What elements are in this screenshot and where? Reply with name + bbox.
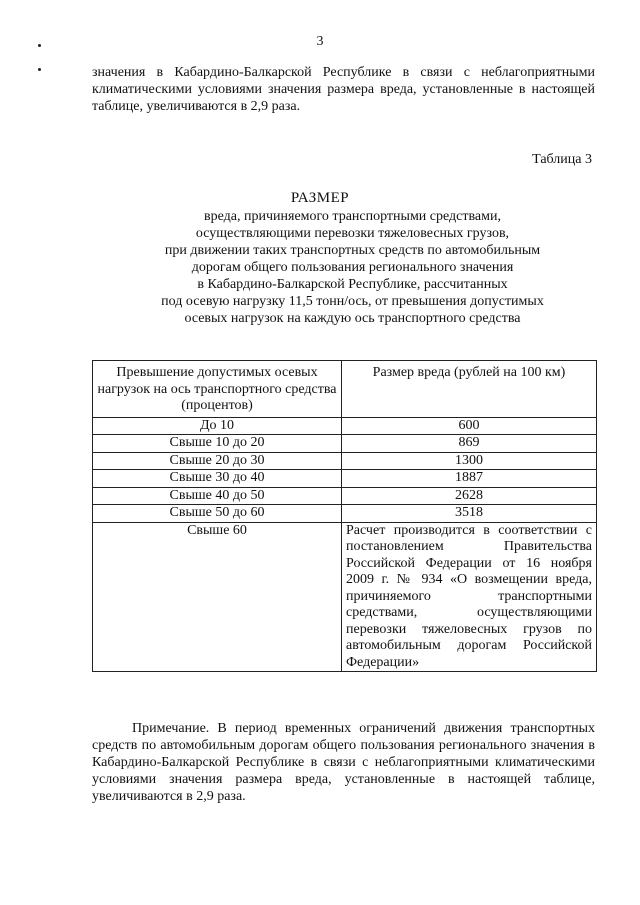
subtitle-line: осевых нагрузок на каждую ось транспортного средства: [184, 311, 521, 326]
table-label: Таблица 3: [532, 152, 592, 167]
table-title: РАЗМЕР: [290, 190, 350, 206]
page-number: 3: [316, 34, 324, 49]
cell-calculation-note: Расчет производится в соответствии с постановлением Правительства Российской Федерации от 16 ноября 2009 г. № 934 «О возмещении вреда, причиняемого транспортными средствами, осуществляющими перевозки тяжеловесных грузов по автомобильным дорогам Российской Федерации»: [342, 522, 597, 672]
subtitle-line: при движении таких транспортных средств по автомобильным: [164, 243, 541, 258]
cell-range: Свыше 30 до 40: [93, 470, 342, 488]
header-damage-amount: Размер вреда (рублей на 100 км): [342, 361, 597, 418]
subtitle-line: дорогам общего пользования регионального значения: [191, 260, 514, 275]
subtitle-line: осуществляющими перевозки тяжеловесных грузов,: [195, 226, 510, 241]
cell-value: 2628: [342, 487, 597, 505]
cell-range: До 10: [93, 417, 342, 435]
table-row: [93, 435, 597, 453]
table-header-row: [93, 361, 597, 418]
cell-range: Свыше 60: [93, 522, 342, 672]
damage-rate-table: [92, 360, 597, 672]
cell-value: 3518: [342, 505, 597, 523]
cell-range: Свыше 20 до 30: [93, 452, 342, 470]
cell-range: Свыше 50 до 60: [93, 505, 342, 523]
cell-range: Свыше 10 до 20: [93, 435, 342, 453]
cell-value: 600: [342, 417, 597, 435]
scan-mark: [38, 68, 41, 71]
intro-paragraph: значения в Кабардино-Балкарской Республике в связи с неблагоприятными климатическими условиями значения размера вреда, установленные в настоящей таблице, увеличиваются в 2,9 раза.: [92, 65, 595, 114]
note-text: В период временных ограничений движения транспортных средств по автомобильным дорогам общего пользования регионального значения в Кабардино-Балкарской Республике в связи с неблагоприятными климатическими условиями значения размера вреда, установленные в настоящей таблице, увеличиваются в 2,9 раза.: [92, 721, 595, 804]
table-row: [93, 505, 597, 523]
cell-range: Свыше 40 до 50: [93, 487, 342, 505]
table-row: [93, 470, 597, 488]
note-paragraph: [92, 720, 595, 805]
table-row: [93, 417, 597, 435]
subtitle-line: в Кабардино-Балкарской Республике, рассчитанных: [197, 277, 508, 292]
table-row: [93, 522, 597, 672]
cell-value: 1300: [342, 452, 597, 470]
table-row: [93, 487, 597, 505]
cell-value: 1887: [342, 470, 597, 488]
header-overload: Превышение допустимых осевых нагрузок на ось транспортного средства (процентов): [93, 361, 342, 418]
note-label: Примечание.: [132, 721, 210, 736]
subtitle-line: вреда, причиняемого транспортными средствами,: [204, 209, 501, 224]
cell-value: 869: [342, 435, 597, 453]
table-row: [93, 452, 597, 470]
table-subtitle: [120, 208, 585, 327]
subtitle-line: под осевую нагрузку 11,5 тонн/ось, от превышения допустимых: [161, 294, 544, 309]
